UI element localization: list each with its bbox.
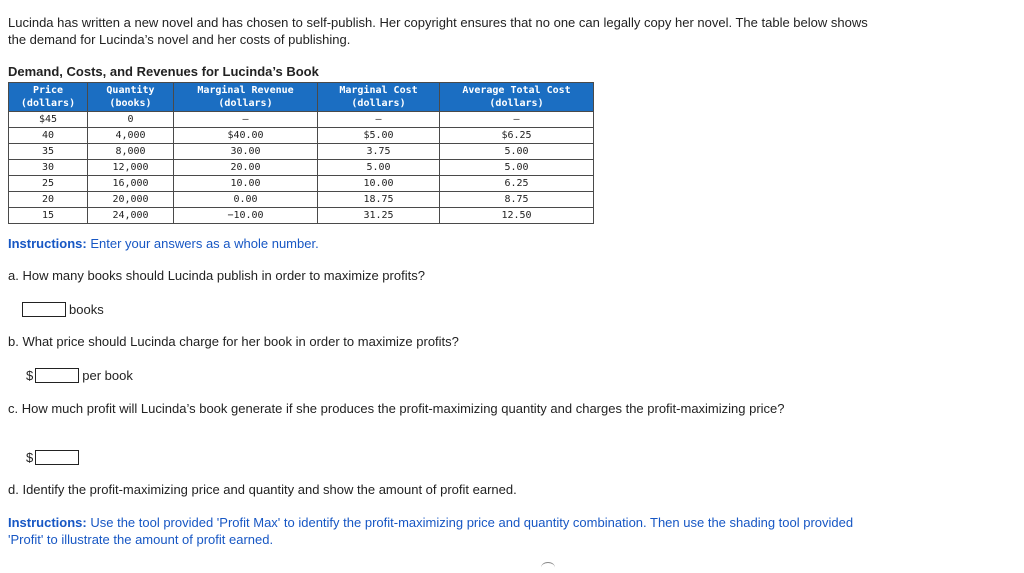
question-b: b. What price should Lucinda charge for her book in order to maximize profits?: [8, 334, 459, 349]
cell-average-total-cost: —: [440, 112, 594, 128]
header-marginal-cost: Marginal Cost (dollars): [318, 83, 440, 112]
cell-price: 25: [9, 176, 88, 192]
instructions-text: Enter your answers as a whole number.: [86, 236, 319, 251]
table-row: [9, 128, 594, 144]
question-c: c. How much profit will Lucinda’s book generate if she produces the profit-maximizing quantity and charges the profit-maximizing price?: [8, 401, 785, 416]
cell-marginal-cost: 10.00: [318, 176, 440, 192]
cell-price: 15: [9, 208, 88, 224]
cell-marginal-cost: 31.25: [318, 208, 440, 224]
cell-marginal-revenue: 30.00: [174, 144, 318, 160]
cell-price: $45: [9, 112, 88, 128]
cell-marginal-revenue: −10.00: [174, 208, 318, 224]
cell-quantity: 8,000: [88, 144, 174, 160]
instructions-text: Use the tool provided 'Profit Max' to identify the profit-maximizing price and quantity combination. Then use the shading tool provided 'Profit' to illustrate the amount of profit earned.: [8, 515, 854, 547]
profit-input[interactable]: [35, 450, 79, 465]
graph-edge-fragment: [541, 562, 555, 573]
cell-average-total-cost: 5.00: [440, 160, 594, 176]
demand-cost-table: [8, 82, 594, 224]
per-book-unit-label: per book: [82, 368, 133, 383]
cell-marginal-revenue: 20.00: [174, 160, 318, 176]
question-a: a. How many books should Lucinda publish in order to maximize profits?: [8, 268, 425, 283]
cell-marginal-revenue: 0.00: [174, 192, 318, 208]
instructions-graph-tool: [8, 514, 888, 548]
table-row: [9, 208, 594, 224]
cell-quantity: 20,000: [88, 192, 174, 208]
table-title: Demand, Costs, and Revenues for Lucinda’s Book: [8, 64, 319, 79]
cell-average-total-cost: 5.00: [440, 144, 594, 160]
cell-marginal-cost: 5.00: [318, 160, 440, 176]
answer-a-group: [22, 302, 104, 317]
cell-average-total-cost: 12.50: [440, 208, 594, 224]
cell-price: 30: [9, 160, 88, 176]
table-row: [9, 176, 594, 192]
question-d: d. Identify the profit-maximizing price and quantity and show the amount of profit earned.: [8, 482, 517, 497]
answer-b-group: [26, 368, 133, 383]
table-row: [9, 144, 594, 160]
instructions-whole-number: [8, 236, 319, 251]
cell-average-total-cost: 8.75: [440, 192, 594, 208]
instructions-label: Instructions:: [8, 515, 87, 530]
cell-average-total-cost: $6.25: [440, 128, 594, 144]
books-unit-label: books: [69, 302, 104, 317]
cell-marginal-cost: 18.75: [318, 192, 440, 208]
cell-quantity: 12,000: [88, 160, 174, 176]
cell-marginal-revenue: —: [174, 112, 318, 128]
table-row: [9, 192, 594, 208]
cell-marginal-cost: $5.00: [318, 128, 440, 144]
dollar-prefix: $: [26, 450, 34, 465]
cell-marginal-revenue: 10.00: [174, 176, 318, 192]
header-price: Price (dollars): [9, 83, 88, 112]
cell-quantity: 4,000: [88, 128, 174, 144]
cell-quantity: 24,000: [88, 208, 174, 224]
cell-average-total-cost: 6.25: [440, 176, 594, 192]
cell-quantity: 16,000: [88, 176, 174, 192]
cell-quantity: 0: [88, 112, 174, 128]
intro-paragraph: Lucinda has written a new novel and has chosen to self-publish. Her copyright ensures that no one can legally copy her novel. The table below shows the demand for Lucinda’s novel and her costs of publishing.: [8, 15, 868, 47]
cell-marginal-revenue: $40.00: [174, 128, 318, 144]
table-row: [9, 160, 594, 176]
dollar-prefix: $: [26, 368, 34, 383]
cell-marginal-cost: —: [318, 112, 440, 128]
cell-price: 40: [9, 128, 88, 144]
cell-marginal-cost: 3.75: [318, 144, 440, 160]
books-input[interactable]: [22, 302, 66, 317]
header-average-total-cost: Average Total Cost (dollars): [440, 83, 594, 112]
answer-c-group: [26, 450, 79, 465]
table-header-row: [9, 83, 594, 112]
price-input[interactable]: [35, 368, 79, 383]
header-quantity: Quantity (books): [88, 83, 174, 112]
cell-price: 35: [9, 144, 88, 160]
instructions-label: Instructions:: [8, 236, 87, 251]
table-row: [9, 112, 594, 128]
header-marginal-revenue: Marginal Revenue (dollars): [174, 83, 318, 112]
cell-price: 20: [9, 192, 88, 208]
